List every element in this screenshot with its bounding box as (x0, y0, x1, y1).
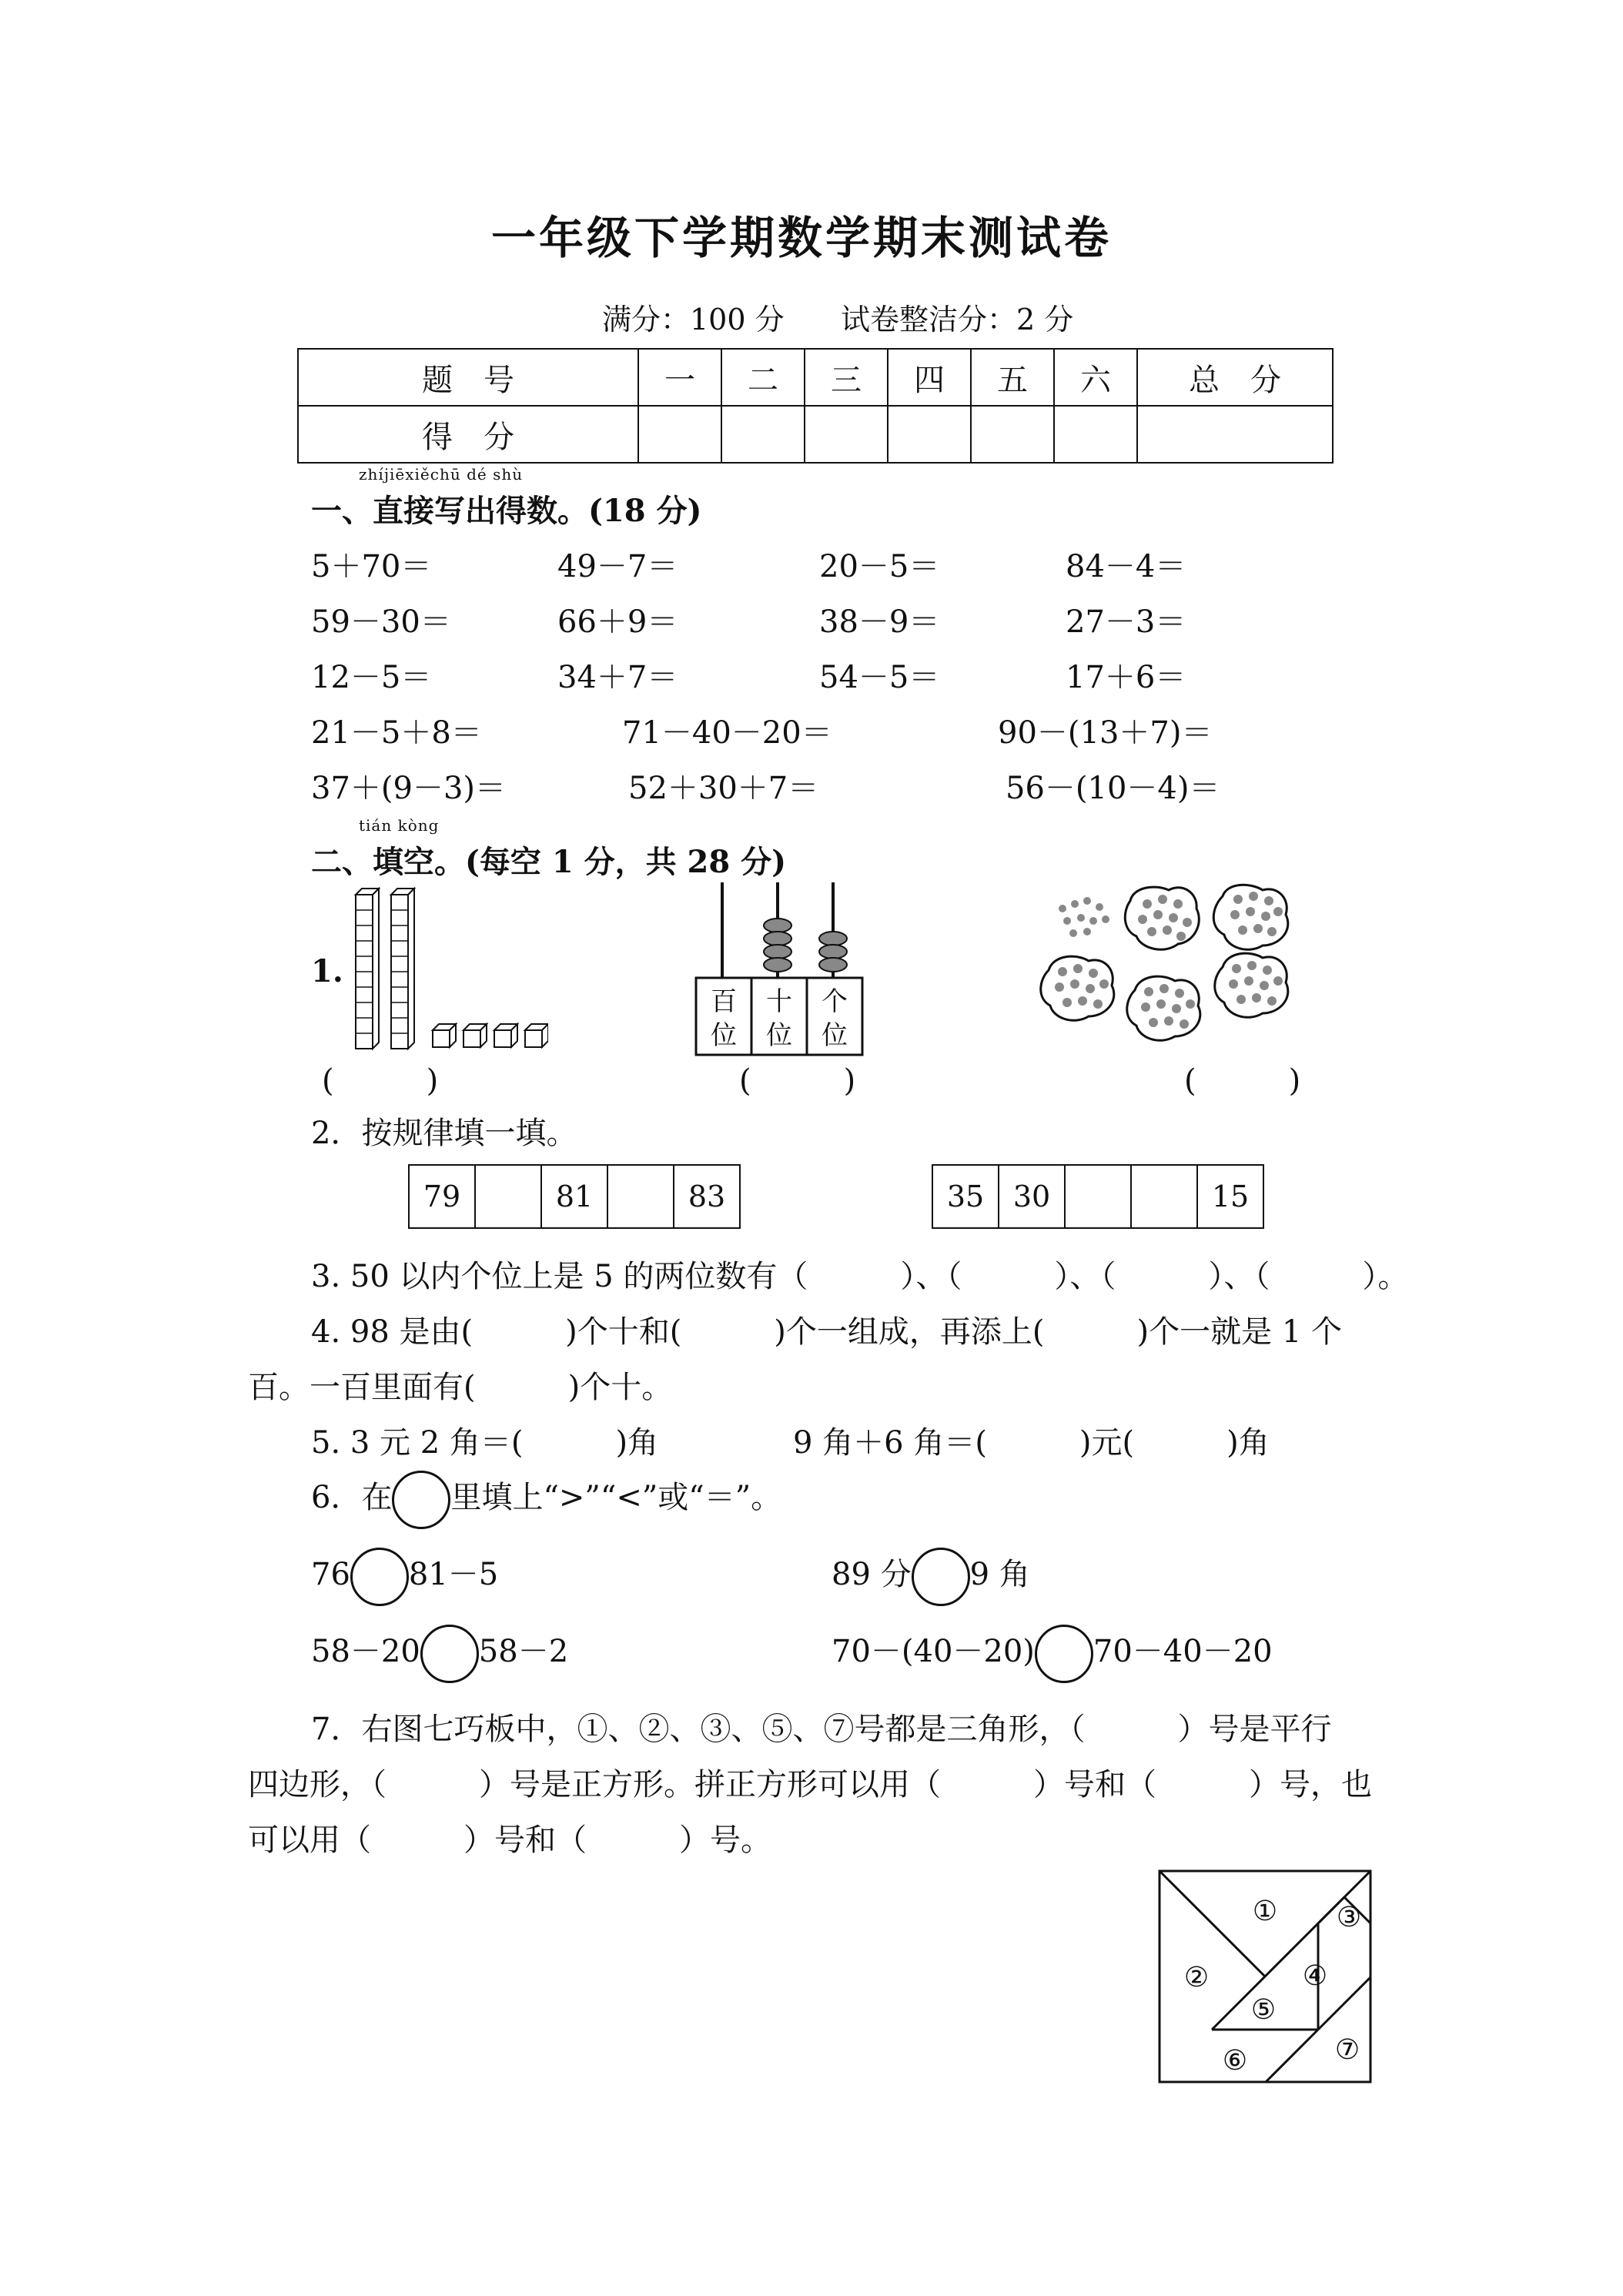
calc-item: 12－5＝ (311, 660, 432, 695)
q7-text-line3: 可以用（ ）号和（ ）号。 (248, 1822, 771, 1858)
abacus-label: 位 (822, 1020, 848, 1051)
tangram-label: ⑤ (1250, 1994, 1277, 2026)
compare-item (832, 1548, 1030, 1606)
score-table (297, 348, 1334, 464)
abacus-bead (764, 932, 791, 946)
compare-right: 70－40－20 (1093, 1634, 1273, 1669)
calc-item: 54－5＝ (819, 660, 940, 695)
compare-right: 9 角 (969, 1557, 1030, 1592)
score-input-cell[interactable] (1137, 406, 1333, 463)
compare-item (832, 1625, 1273, 1683)
calc-item: 66＋9＝ (557, 604, 678, 640)
q1-number: 1. (311, 953, 343, 989)
compare-right: 81－5 (408, 1557, 499, 1592)
unit-cube (494, 1024, 517, 1047)
calc-item: 17＋6＝ (1066, 660, 1186, 695)
score-table-header-row (298, 349, 1333, 406)
compare-circle-icon (392, 1471, 450, 1529)
q4-text-line1: 4. 98 是由( )个十和( )个一组成，再添上( )个一就是 1 个 (311, 1314, 1343, 1350)
unit-cube (433, 1024, 456, 1047)
score-cell: 六 (1054, 349, 1137, 406)
calc-item: 5＋70＝ (311, 549, 432, 584)
sequence-blank[interactable] (1131, 1165, 1197, 1228)
abacus-bead (819, 932, 847, 946)
calc-item: 52＋30＋7＝ (628, 771, 819, 806)
abacus-figure (693, 879, 870, 1058)
compare-left: 89 分 (832, 1557, 912, 1592)
sequence-blank[interactable] (607, 1165, 674, 1228)
answer-blank[interactable]: ( ) (1184, 1063, 1301, 1099)
unit-cube (525, 1024, 548, 1047)
q6-prefix: 6．在 (311, 1480, 393, 1515)
q5-text-b: 9 角＋6 角＝( )元( )角 (793, 1425, 1270, 1461)
section2-pinyin: tián kòng (359, 816, 440, 835)
tangram-label: ③ (1336, 1902, 1362, 1933)
calc-item: 27－3＝ (1066, 604, 1186, 640)
tangram-label: ② (1183, 1962, 1210, 1993)
tangram-figure (1158, 1869, 1374, 2085)
score-input-cell[interactable] (638, 406, 721, 463)
q7-text-line2: 四边形，（ ）号是正方形。拼正方形可以用（ ）号和（ ）号，也 (248, 1767, 1372, 1802)
page-title: 一年级下学期数学期末测试卷 (491, 212, 1113, 264)
section1-pinyin: zhíjiēxiěchū dé shù (359, 465, 524, 484)
calc-item: 34＋7＝ (557, 660, 678, 695)
abacus-bead (764, 958, 791, 972)
full-score: 满分：100 分 (602, 303, 785, 336)
answer-blank[interactable]: ( ) (322, 1063, 439, 1099)
calc-item: 38－9＝ (819, 604, 940, 640)
compare-right: 58－2 (478, 1634, 569, 1669)
q6-text (311, 1471, 781, 1529)
sequence-table-1 (408, 1164, 741, 1229)
score-cell: 一 (638, 349, 721, 406)
base-ten-blocks-figure (348, 885, 548, 1055)
q7-text-line1: 7．右图七巧板中，①、②、③、⑤、⑦号都是三角形，（ ）号是平行 (311, 1712, 1332, 1747)
score-input-cell[interactable] (1054, 406, 1137, 463)
tangram-label: ⑦ (1334, 2034, 1360, 2066)
score-cell: 题 号 (298, 349, 638, 406)
q3-text: 3. 50 以内个位上是 5 的两位数有（ ）、（ ）、（ ）、（ ）。 (311, 1259, 1409, 1294)
compare-left: 70－(40－20) (832, 1634, 1035, 1669)
score-input-cell[interactable] (805, 406, 888, 463)
compare-item (311, 1625, 568, 1683)
q6-suffix: 里填上“>”“<”或“＝”。 (450, 1480, 782, 1515)
calc-item: 71－40－20＝ (622, 715, 832, 751)
score-cell: 二 (721, 349, 805, 406)
sequence-cell: 15 (1197, 1165, 1263, 1228)
score-input-cell[interactable] (971, 406, 1054, 463)
calc-item: 59－30＝ (311, 604, 451, 640)
section1-title: 一、直接写出得数。(18 分) (311, 493, 702, 529)
q4-text-line2: 百。一百里面有( )个十。 (248, 1370, 673, 1405)
abacus-label: 个 (822, 986, 848, 1017)
compare-circle[interactable] (912, 1548, 970, 1606)
section2-title: 二、填空。(每空 1 分，共 28 分) (311, 844, 787, 880)
sequence-cell: 83 (674, 1165, 740, 1228)
sequence-cell: 30 (999, 1165, 1065, 1228)
compare-circle[interactable] (1035, 1625, 1093, 1683)
calc-item: 37＋(9－3)＝ (311, 771, 507, 806)
ten-rod (391, 889, 414, 1049)
compare-circle[interactable] (420, 1625, 479, 1683)
calc-item: 49－7＝ (557, 549, 678, 584)
compare-left: 76 (311, 1557, 350, 1592)
compare-left: 58－20 (311, 1634, 420, 1669)
calc-item: 21－5＋8＝ (311, 715, 482, 751)
sequence-cell: 35 (932, 1165, 999, 1228)
score-table-score-row (298, 406, 1333, 463)
answer-blank[interactable]: ( ) (739, 1063, 856, 1099)
tangram-label: ① (1252, 1896, 1278, 1927)
calc-item: 90－(13＋7)＝ (998, 715, 1213, 751)
neat-score: 试卷整洁分：2 分 (841, 303, 1074, 336)
ten-rod (356, 889, 379, 1049)
unit-cube (463, 1024, 487, 1047)
compare-circle[interactable] (350, 1548, 409, 1606)
abacus-bead (764, 945, 791, 959)
abacus-label: 位 (766, 1020, 792, 1051)
abacus-bead (819, 958, 847, 972)
q2-text: 2．按规律填一填。 (311, 1116, 577, 1151)
score-cell: 四 (888, 349, 971, 406)
sequence-cell: 81 (541, 1165, 607, 1228)
sequence-table-2 (932, 1164, 1264, 1229)
compare-item (311, 1548, 498, 1606)
tangram-label: ④ (1302, 1960, 1328, 1992)
score-cell: 得 分 (298, 406, 638, 463)
abacus-bead (819, 945, 847, 959)
score-cell: 五 (971, 349, 1054, 406)
tangram-label: ⑥ (1222, 2045, 1248, 2077)
score-cell: 总 分 (1137, 349, 1333, 406)
dot-groups-figure (1039, 881, 1309, 1055)
calc-item: 56－(10－4)＝ (1006, 771, 1220, 806)
sequence-blank[interactable] (1065, 1165, 1131, 1228)
calc-item: 84－4＝ (1066, 549, 1186, 584)
q5-text-a: 5. 3 元 2 角＝( )角 (311, 1425, 659, 1461)
score-cell: 三 (805, 349, 888, 406)
sequence-blank[interactable] (475, 1165, 541, 1228)
abacus-label: 百 (711, 986, 737, 1017)
abacus-bead (764, 919, 791, 932)
abacus-label: 位 (711, 1020, 737, 1051)
calc-item: 20－5＝ (819, 549, 940, 584)
score-input-cell[interactable] (888, 406, 971, 463)
abacus-label: 十 (766, 986, 792, 1017)
sequence-cell: 79 (409, 1165, 475, 1228)
score-input-cell[interactable] (721, 406, 805, 463)
